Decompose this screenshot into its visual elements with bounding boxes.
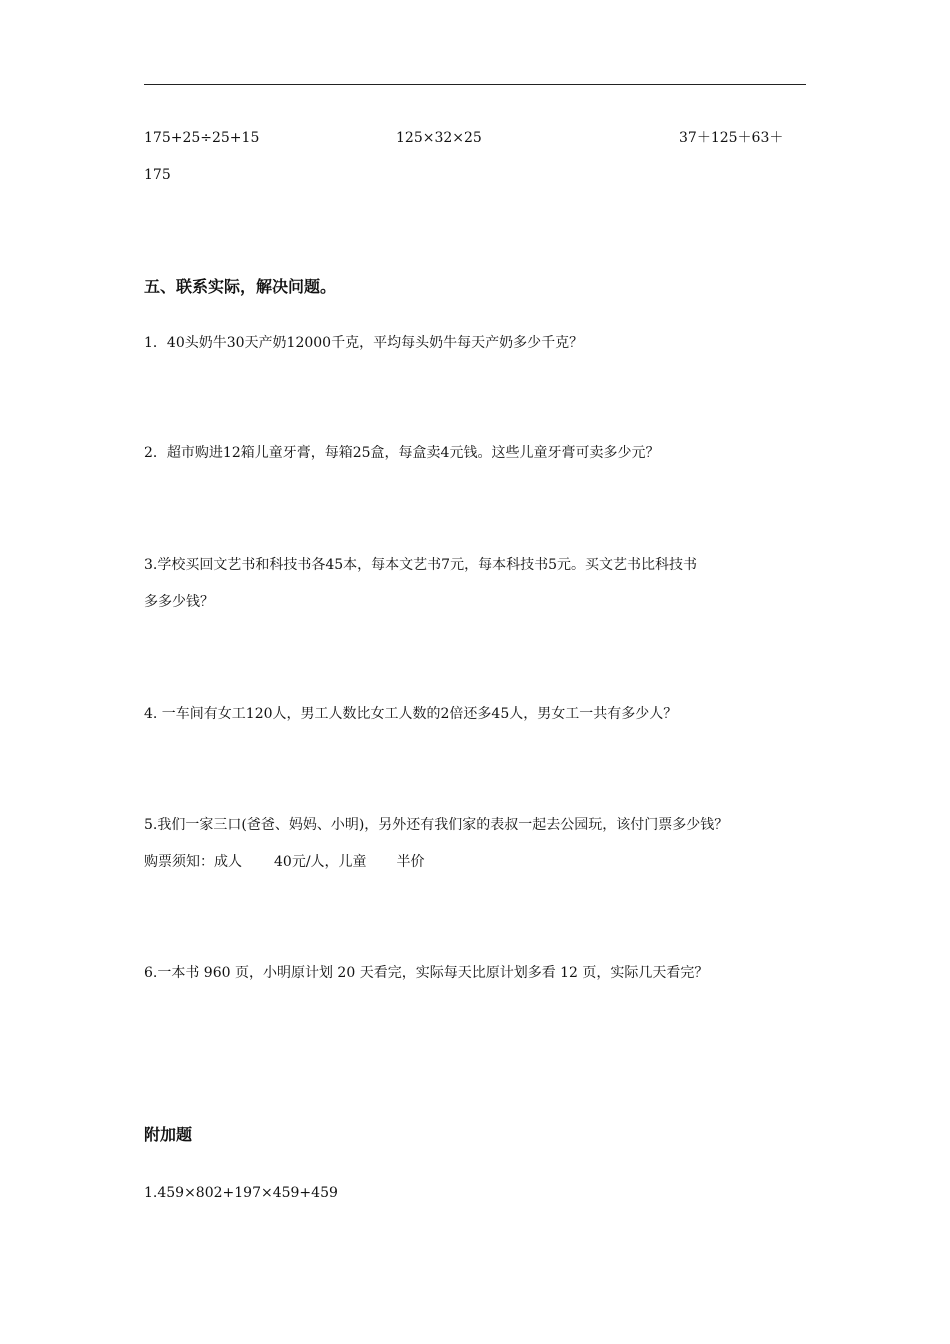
question-1: 1．40头奶牛30天产奶12000千克，平均每头奶牛每天产奶多少千克？ bbox=[144, 335, 584, 351]
top-divider bbox=[144, 84, 806, 85]
question-3-line1: 3.学校买回文艺书和科技书各45本，每本文艺书7元，每本科技书5元。买文艺书比科技书 bbox=[144, 557, 697, 573]
notice-adult-price: 40元/人，儿童 bbox=[274, 854, 367, 870]
calc-expression-1: 175+25÷25+15 bbox=[144, 130, 260, 146]
calc-expression-2: 125×32×25 bbox=[396, 130, 482, 146]
question-5-line1: 5.我们一家三口(爸爸、妈妈、小明)，另外还有我们家的表叔一起去公园玩，该付门票多少钱？ bbox=[144, 817, 729, 833]
bonus-question-1: 1.459×802+197×459+459 bbox=[144, 1185, 338, 1201]
section5-title: 五、联系实际，解决问题。 bbox=[144, 277, 337, 296]
bonus-title: 附加题 bbox=[144, 1125, 193, 1144]
calc-expression-3-part1: 37＋125＋63＋ bbox=[679, 130, 784, 146]
question-5-notice bbox=[144, 852, 425, 872]
question-2: 2．超市购进12箱儿童牙膏，每箱25盒，每盒卖4元钱。这些儿童牙膏可卖多少元？ bbox=[144, 445, 660, 461]
notice-child-price: 半价 bbox=[396, 854, 425, 870]
calc-expression-3-part2: 175 bbox=[144, 167, 171, 183]
question-4: 4. 一车间有女工120人，男工人数比女工人数的2倍还多45人，男女工一共有多少人？ bbox=[144, 706, 678, 722]
question-6: 6.一本书 960 页，小明原计划 20 天看完，实际每天比原计划多看 12 页，实际几天看完？ bbox=[144, 965, 709, 981]
question-3-line2: 多多少钱？ bbox=[144, 594, 214, 610]
notice-label: 购票须知：成人 bbox=[144, 854, 242, 870]
